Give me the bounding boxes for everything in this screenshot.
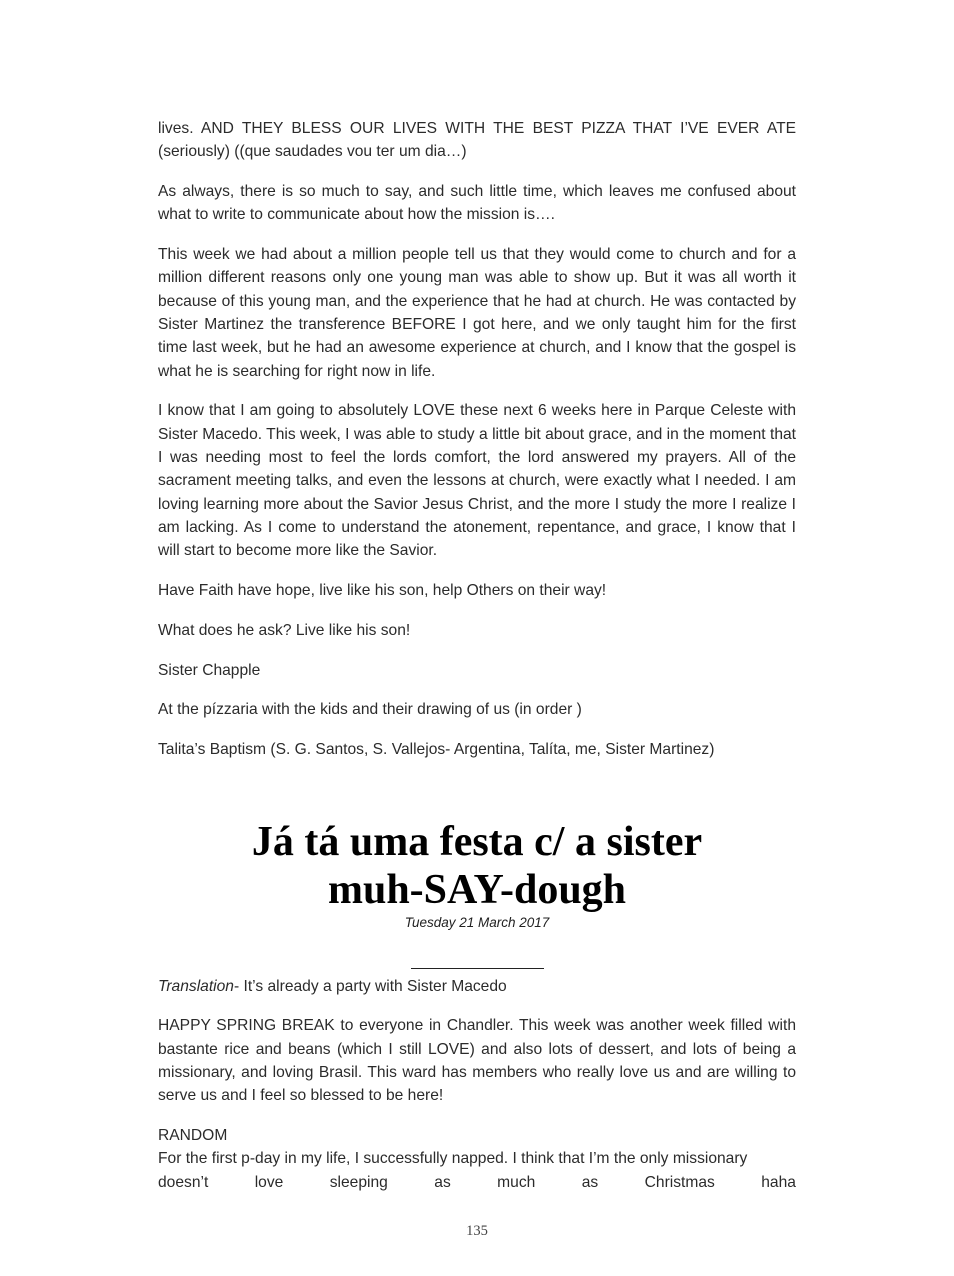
paragraph-spring-break: HAPPY SPRING BREAK to everyone in Chandler. This week was another week filled with bastante rice and beans (which I still LOVE) and also lots of dessert, and lots of being a missionary, and loving Brasil. This ward has members who really love us and are willing to serve us and I feel so blessed to be here! [158, 1017, 796, 1105]
paragraph-church-young-man: This week we had about a million people tell us that they would come to church and for a million different reasons only one young man was able to show up. But it was all worth it because of this young man, and the experience that he had at church. He was contacted by Sister Martinez the transference BEFORE I got here, and we only taught him for the first time last week, but he had an awesome experience at church, and I know that the gospel is what he is searching for right now in life. [158, 246, 796, 380]
post-title-line-1: Já tá uma festa c/ a sister [251, 818, 703, 865]
random-word: Christmas [644, 1173, 715, 1191]
random-word: haha [761, 1173, 796, 1191]
random-word: as [581, 1173, 599, 1191]
translation-text: - It’s already a party with Sister Macedo [233, 977, 507, 995]
post-title-line-2: muh-SAY-dough [327, 866, 627, 913]
post-title [158, 818, 796, 914]
paragraph-pizza: lives. AND THEY BLESS OUR LIVES WITH THE BEST PIZZA THAT I’VE EVER ATE (seriously) ((que saudades vou ter um dia…) [158, 120, 796, 161]
paragraph-what-does-he-ask: What does he ask? Live like his son! [158, 621, 411, 639]
random-word: much [497, 1173, 536, 1191]
title-divider [411, 968, 544, 969]
random-text: For the first p-day in my life, I successfully napped. I think that I’m the only missionary [158, 1150, 748, 1168]
paragraph-parque-celeste: I know that I am going to absolutely LOVE these next 6 weeks here in Parque Celeste with Sister Macedo. This week, I was able to study a little bit about grace, and in the moment that I was needing most to feel the lords comfort, the lord answered my prayers. All of the sacrament meeting talks, and even the lessons at church, were exactly what I needed. I am loving learning more about the Savior Jesus Christ, and the more I study the more I realize I am lacking. As I come to understand the atonement, repentance, and grace, I know that I will start to become more like the Savior. [158, 402, 796, 560]
random-section [158, 1124, 796, 1194]
random-word: sleeping [329, 1173, 388, 1191]
caption-baptism: Talita’s Baptism (S. G. Santos, S. Vallejos- Argentina, Talíta, me, Sister Martinez) [158, 741, 715, 759]
caption-pizzaria: At the pízzaria with the kids and their drawing of us (in order ) [158, 701, 582, 719]
paragraph-have-faith: Have Faith have hope, live like his son, help Others on their way! [158, 582, 607, 600]
translation-label: Translation [158, 977, 234, 995]
translation-line [158, 975, 796, 998]
random-last-line [158, 1171, 796, 1194]
paragraph-so-much-to-say: As always, there is so much to say, and such little time, which leaves me confused about what to write to communicate about how the mission is…. [158, 183, 796, 224]
random-word: doesn’t [158, 1173, 209, 1191]
page-number: 135 [466, 1223, 488, 1239]
random-word: as [434, 1173, 451, 1191]
random-heading: RANDOM [158, 1127, 228, 1145]
post-date: Tuesday 21 March 2017 [404, 914, 550, 930]
random-word: love [254, 1173, 284, 1191]
signature-sister-chapple: Sister Chapple [158, 661, 261, 679]
document-page [158, 117, 796, 1194]
